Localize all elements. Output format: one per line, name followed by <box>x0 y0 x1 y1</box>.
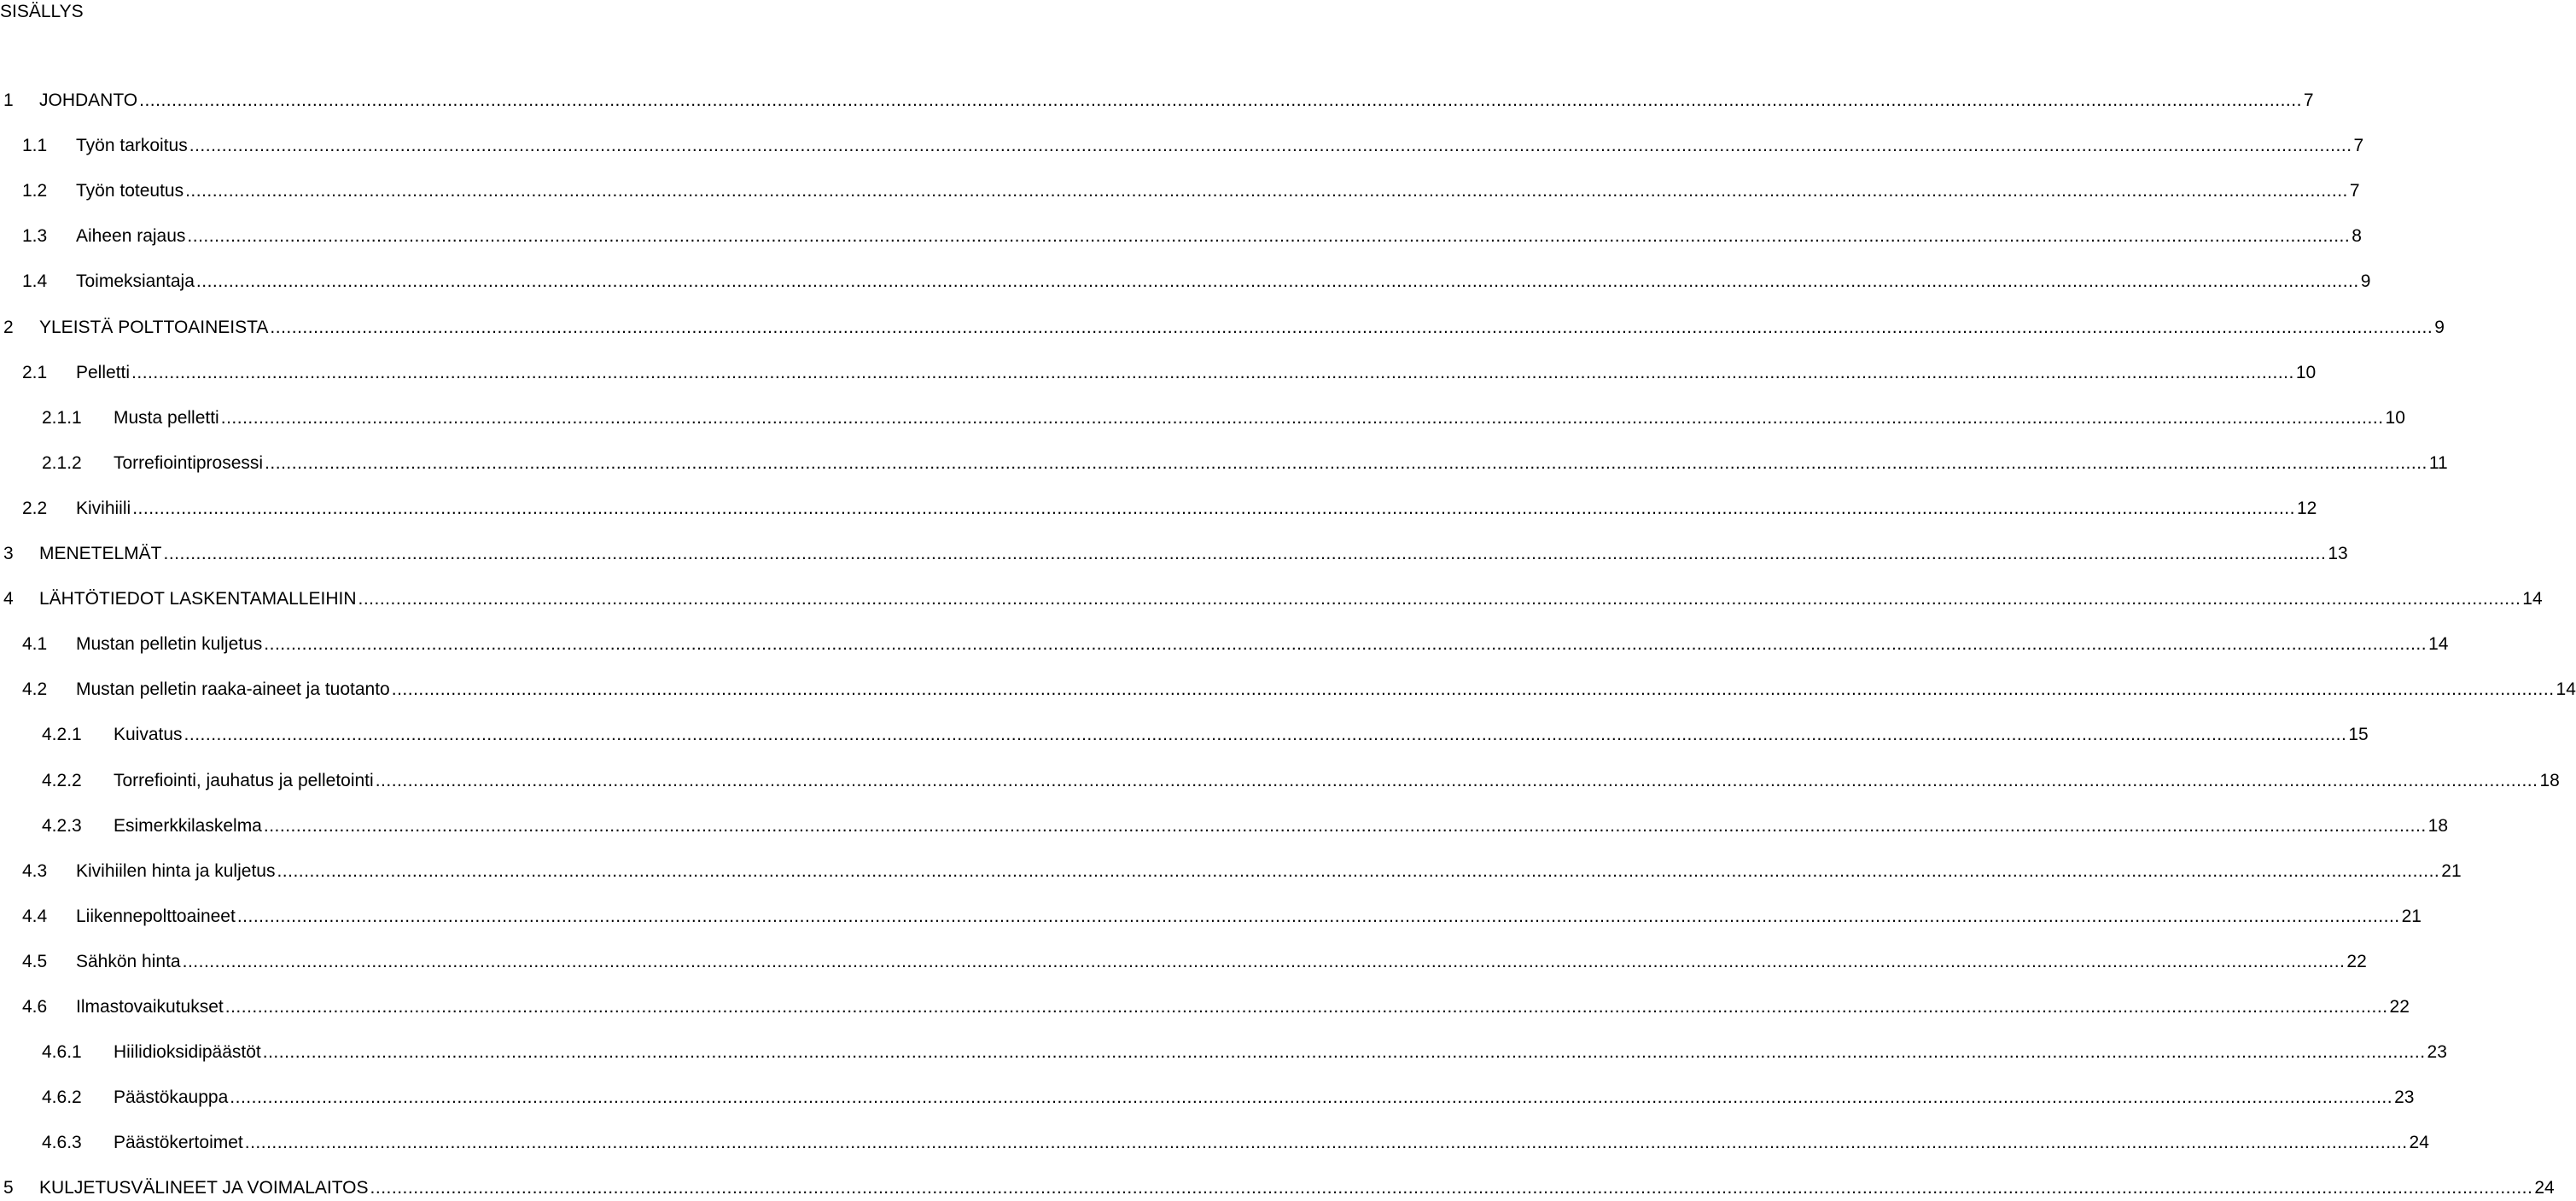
toc-entry-label: Pelletti <box>76 360 130 386</box>
toc-entry-number: 1.4 <box>22 271 48 291</box>
toc-dot-leader: ................................................................................................................................................................................................................................................................................................................................................................................................................ <box>184 725 2347 744</box>
toc-entry-label: Kivihiili <box>76 496 131 522</box>
toc-entry-label: Liikennepolttoaineet <box>76 904 236 930</box>
toc-entry-page: 22 <box>2346 949 2366 975</box>
toc-entry[interactable] <box>0 451 2448 476</box>
toc-dot-leader: ................................................................................................................................................................................................................................................................................................................................................................................................................ <box>236 907 2400 926</box>
toc-dot-leader: ................................................................................................................................................................................................................................................................................................................................................................................................................ <box>139 90 2302 110</box>
toc-entry-label: Torrefiointi, jauhatus ja pelletointi <box>114 768 374 794</box>
toc-entry[interactable] <box>0 1085 2415 1111</box>
toc-dot-leader: ................................................................................................................................................................................................................................................................................................................................................................................................................ <box>195 271 2359 291</box>
toc-entry-number: 4.2 <box>22 679 48 699</box>
toc-entry-page: 7 <box>2304 88 2314 114</box>
toc-entry[interactable] <box>0 133 2364 159</box>
toc-entry-page: 9 <box>2434 315 2445 341</box>
toc-entry[interactable] <box>0 1175 2555 1201</box>
toc-entry-label: LÄHTÖTIEDOT LASKENTAMALLEIHIN <box>39 586 356 612</box>
toc-dot-leader: ................................................................................................................................................................................................................................................................................................................................................................................................................ <box>187 226 2351 246</box>
toc-entry-page: 23 <box>2394 1085 2414 1111</box>
toc-entry-number: 4.1 <box>22 634 48 654</box>
toc-entry-label: Musta pelletti <box>114 405 219 431</box>
toc-dot-leader: ................................................................................................................................................................................................................................................................................................................................................................................................................ <box>220 408 2384 428</box>
toc-entry-page: 24 <box>2534 1175 2554 1201</box>
toc-entry[interactable] <box>0 994 2410 1020</box>
toc-entry-page: 23 <box>2427 1040 2447 1065</box>
toc-entry-page: 14 <box>2556 677 2576 703</box>
toc-entry-label: YLEISTÄ POLTTOAINEISTA <box>39 315 268 341</box>
toc-entry[interactable] <box>0 269 2371 294</box>
toc-entry-page: 11 <box>2429 451 2448 476</box>
toc-dot-leader: ................................................................................................................................................................................................................................................................................................................................................................................................................ <box>131 363 2294 382</box>
toc-entry-number: 4.6 <box>22 997 48 1017</box>
toc-entry-label: Päästökauppa <box>114 1085 228 1111</box>
toc-dot-leader: ................................................................................................................................................................................................................................................................................................................................................................................................................ <box>163 544 2327 563</box>
toc-entry[interactable] <box>0 677 2576 703</box>
toc-dot-leader: ................................................................................................................................................................................................................................................................................................................................................................................................................ <box>277 861 2440 881</box>
toc-entry-page: 22 <box>2390 994 2410 1020</box>
toc-entry-number: 2.1.2 <box>42 453 82 473</box>
toc-entry-number: 1.3 <box>22 226 48 246</box>
toc-entry[interactable] <box>0 1040 2447 1065</box>
toc-entry-number: 2.2 <box>22 498 48 518</box>
toc-dot-leader: ................................................................................................................................................................................................................................................................................................................................................................................................................ <box>224 997 2388 1017</box>
toc-dot-leader: ................................................................................................................................................................................................................................................................................................................................................................................................................ <box>391 679 2555 699</box>
toc-entry-label: Aiheen rajaus <box>76 224 185 249</box>
toc-entry[interactable] <box>0 949 2367 975</box>
toc-entry[interactable] <box>0 315 2445 341</box>
toc-entry-label: Päästökertoimet <box>114 1130 243 1156</box>
toc-entry-page: 14 <box>2428 632 2448 657</box>
toc-entry-number: 2.1 <box>22 363 48 382</box>
toc-entry-page: 10 <box>2386 405 2405 431</box>
toc-entry-page: 21 <box>2402 904 2422 930</box>
toc-entry-number: 1 <box>3 90 14 110</box>
toc-entry-label: Työn tarkoitus <box>76 133 188 159</box>
toc-entry-label: Torrefiointiprosessi <box>114 451 263 476</box>
toc-dot-leader: ................................................................................................................................................................................................................................................................................................................................................................................................................ <box>263 816 2427 836</box>
toc-entry-number: 5 <box>3 1178 14 1198</box>
toc-entry-page: 7 <box>2350 178 2360 204</box>
toc-dot-leader: ................................................................................................................................................................................................................................................................................................................................................................................................................ <box>375 771 2538 790</box>
toc-entry-page: 21 <box>2441 859 2461 884</box>
toc-entry-page: 14 <box>2522 586 2542 612</box>
toc-entry-page: 8 <box>2352 224 2362 249</box>
toc-entry-page: 15 <box>2348 722 2368 748</box>
toc-entry-number: 4.4 <box>22 907 48 926</box>
toc-entry[interactable] <box>0 904 2422 930</box>
toc-dot-leader: ................................................................................................................................................................................................................................................................................................................................................................................................................ <box>358 589 2521 609</box>
toc-dot-leader: ................................................................................................................................................................................................................................................................................................................................................................................................................ <box>370 1178 2533 1198</box>
toc-entry[interactable] <box>0 360 2317 386</box>
toc-entry[interactable] <box>0 768 2560 794</box>
toc-entry[interactable] <box>0 88 2314 114</box>
toc-entry[interactable] <box>0 722 2369 748</box>
toc-entry-label: Kivihiilen hinta ja kuljetus <box>76 859 275 884</box>
toc-entry-label: Työn toteutus <box>76 178 184 204</box>
toc-entry-label: JOHDANTO <box>39 88 137 114</box>
toc-entry-number: 1.1 <box>22 136 48 155</box>
toc-entry-number: 3 <box>3 544 14 563</box>
toc-entry-number: 2 <box>3 318 14 337</box>
toc-entry[interactable] <box>0 224 2362 249</box>
toc-entry-label: Sähkön hinta <box>76 949 181 975</box>
toc-entry-page: 7 <box>2354 133 2364 159</box>
toc-entry-label: Esimerkkilaskelma <box>114 813 262 839</box>
toc-entry-page: 9 <box>2361 269 2371 294</box>
toc-entry[interactable] <box>0 1130 2429 1156</box>
toc-dot-leader: ................................................................................................................................................................................................................................................................................................................................................................................................................ <box>182 952 2346 971</box>
toc-entry-label: KULJETUSVÄLINEET JA VOIMALAITOS <box>39 1175 369 1201</box>
toc-entry[interactable] <box>0 405 2405 431</box>
toc-entry[interactable] <box>0 496 2317 522</box>
toc-entry-number: 4.6.3 <box>42 1133 82 1152</box>
toc-entry-page: 13 <box>2328 541 2347 567</box>
toc-entry[interactable] <box>0 541 2348 567</box>
toc-entry-number: 4.2.2 <box>42 771 82 790</box>
toc-entry[interactable] <box>0 859 2462 884</box>
toc-dot-leader: ................................................................................................................................................................................................................................................................................................................................................................................................................ <box>185 181 2348 201</box>
toc-entry-number: 4.2.3 <box>42 816 82 836</box>
toc-entry[interactable] <box>0 586 2543 612</box>
toc-dot-leader: ................................................................................................................................................................................................................................................................................................................................................................................................................ <box>230 1087 2393 1107</box>
toc-entry-number: 4.2.1 <box>42 725 82 744</box>
toc-title: SISÄLLYS <box>0 2 84 21</box>
toc-entry-page: 18 <box>2539 768 2559 794</box>
toc-entry-number: 1.2 <box>22 181 48 201</box>
toc-entry-number: 4.5 <box>22 952 48 971</box>
toc-entry[interactable] <box>0 178 2360 204</box>
toc-entry-number: 4.3 <box>22 861 48 881</box>
toc-entry[interactable] <box>0 632 2449 657</box>
toc-entry-label: Hiilidioksidipäästöt <box>114 1040 261 1065</box>
toc-dot-leader: ................................................................................................................................................................................................................................................................................................................................................................................................................ <box>265 453 2427 473</box>
toc-entry-number: 2.1.1 <box>42 408 82 428</box>
toc-dot-leader: ................................................................................................................................................................................................................................................................................................................................................................................................................ <box>262 1042 2426 1062</box>
toc-entry-label: Mustan pelletin kuljetus <box>76 632 262 657</box>
toc-entry-number: 4.6.1 <box>42 1042 82 1062</box>
toc-dot-leader: ................................................................................................................................................................................................................................................................................................................................................................................................................ <box>244 1133 2408 1152</box>
toc-entry[interactable] <box>0 813 2449 839</box>
toc-entry-page: 12 <box>2297 496 2317 522</box>
toc-dot-leader: ................................................................................................................................................................................................................................................................................................................................................................................................................ <box>264 634 2427 654</box>
toc-dot-leader: ................................................................................................................................................................................................................................................................................................................................................................................................................ <box>132 498 2295 518</box>
toc-entry-label: MENETELMÄT <box>39 541 162 567</box>
toc-entry-label: Kuivatus <box>114 722 183 748</box>
toc-dot-leader: ................................................................................................................................................................................................................................................................................................................................................................................................................ <box>270 318 2433 337</box>
toc-entry-page: 18 <box>2428 813 2448 839</box>
toc-entry-number: 4.6.2 <box>42 1087 82 1107</box>
toc-entry-label: Ilmastovaikutukset <box>76 994 224 1020</box>
toc-entry-number: 4 <box>3 589 14 609</box>
toc-dot-leader: ................................................................................................................................................................................................................................................................................................................................................................................................................ <box>189 136 2352 155</box>
toc-entry-label: Toimeksiantaja <box>76 269 195 294</box>
toc-entry-label: Mustan pelletin raaka-aineet ja tuotanto <box>76 677 390 703</box>
toc-entry-page: 24 <box>2410 1130 2429 1156</box>
toc-entry-page: 10 <box>2296 360 2316 386</box>
